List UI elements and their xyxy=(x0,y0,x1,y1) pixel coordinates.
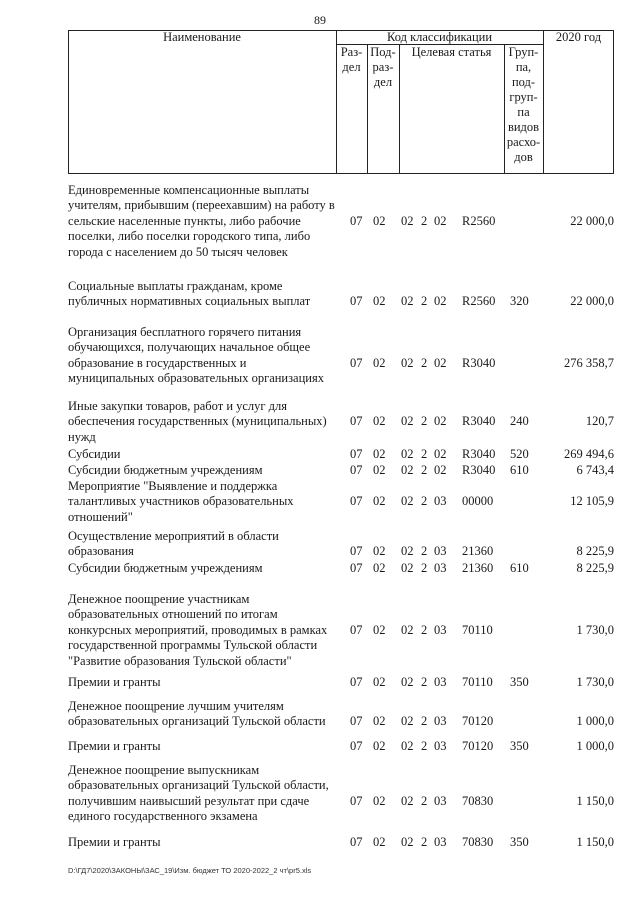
row-name-line: образования xyxy=(68,544,134,559)
row-name xyxy=(68,399,344,445)
cell-amount: 22 000,0 xyxy=(570,294,614,309)
row-name-line: сельские населенные пункты, либо рабочие xyxy=(68,213,301,228)
cell-ts4: 21360 xyxy=(462,544,494,559)
cell-group: 520 xyxy=(510,447,529,461)
cell-razdel: 07 xyxy=(350,544,363,559)
row-name xyxy=(68,699,344,730)
cell-ts2: 2 xyxy=(421,213,428,228)
cell-ts1: 02 xyxy=(401,739,414,753)
cell-podrazdel: 02 xyxy=(373,739,386,753)
cell-podrazdel: 02 xyxy=(373,494,386,509)
row-name xyxy=(68,325,344,387)
row-name-line: отношений" xyxy=(68,509,133,524)
row-name-line: города с населением до 50 тысяч человек xyxy=(68,244,288,259)
row-name-line: Денежное поощрение участникам xyxy=(68,592,250,606)
cell-ts1: 02 xyxy=(401,213,414,228)
row-name-line: Премии и гранты xyxy=(68,675,161,689)
table-header xyxy=(68,30,614,174)
cell-razdel: 07 xyxy=(350,835,363,849)
cell-amount: 1 150,0 xyxy=(576,835,614,849)
header-group-line: дов xyxy=(514,150,533,164)
cell-amount: 12 105,9 xyxy=(570,494,614,509)
cell-podrazdel: 02 xyxy=(373,675,386,689)
row-name-line: "Развитие образования Тульской области" xyxy=(68,653,292,668)
row-name-line: Денежное поощрение лучшим учителям xyxy=(68,699,284,713)
cell-ts1: 02 xyxy=(401,447,414,461)
header-podrazdel-line: Под- xyxy=(370,45,396,59)
header-group-line: под- xyxy=(511,75,536,89)
cell-ts4: 70830 xyxy=(462,793,494,808)
cell-amount: 1 730,0 xyxy=(576,675,614,689)
cell-group: 350 xyxy=(510,739,529,753)
header-group-line: па, xyxy=(515,60,532,74)
cell-ts1: 02 xyxy=(401,294,414,309)
cell-ts3: 02 xyxy=(434,414,447,429)
header-group-line: груп- xyxy=(509,90,538,104)
header-group-line: Груп- xyxy=(508,45,539,59)
row-name xyxy=(68,447,344,462)
row-name-line: талантливых участников образовательных xyxy=(68,494,294,509)
cell-razdel: 07 xyxy=(350,622,363,637)
header-podrazdel-line: дел xyxy=(373,75,393,89)
cell-podrazdel: 02 xyxy=(373,622,386,637)
row-name xyxy=(68,183,344,260)
cell-podrazdel: 02 xyxy=(373,294,386,309)
cell-ts3: 02 xyxy=(434,447,447,461)
cell-podrazdel: 02 xyxy=(373,544,386,559)
cell-ts2: 2 xyxy=(421,447,428,461)
cell-ts3: 03 xyxy=(434,793,447,808)
cell-podrazdel: 02 xyxy=(373,793,386,808)
cell-razdel: 07 xyxy=(350,714,363,729)
cell-ts2: 2 xyxy=(421,793,428,808)
cell-podrazdel: 02 xyxy=(373,561,386,575)
cell-razdel: 07 xyxy=(350,494,363,509)
cell-ts2: 2 xyxy=(421,463,428,477)
cell-podrazdel: 02 xyxy=(373,447,386,461)
cell-ts4: R3040 xyxy=(462,463,496,477)
header-podrazdel xyxy=(367,45,399,90)
header-group-line: па xyxy=(517,105,530,119)
row-name-line: публичных нормативных социальных выплат xyxy=(68,294,311,309)
row-name-line: Денежное поощрение выпускникам xyxy=(68,763,260,777)
row-name-line: конкурсных мероприятий, проводимых в рамках xyxy=(68,622,328,637)
cell-ts4: 70120 xyxy=(462,739,494,753)
row-name-line: образовательных организаций Тульской области xyxy=(68,714,326,729)
cell-ts3: 02 xyxy=(434,355,447,370)
row-name xyxy=(68,561,344,576)
cell-razdel: 07 xyxy=(350,213,363,228)
header-year: 2020 год xyxy=(555,30,602,44)
row-name-line: обучающихся, получающих начальное общее xyxy=(68,340,311,355)
cell-amount: 1 730,0 xyxy=(576,622,614,637)
cell-ts2: 2 xyxy=(421,835,428,849)
row-name-line: государственной программы Тульской области xyxy=(68,638,318,653)
header-name: Наименование xyxy=(163,30,241,44)
row-name-line: учителям, прибывшим (переехавшим) на работу в xyxy=(68,198,335,213)
row-name xyxy=(68,529,344,560)
cell-amount: 8 225,9 xyxy=(576,544,614,559)
cell-podrazdel: 02 xyxy=(373,463,386,477)
cell-podrazdel: 02 xyxy=(373,355,386,370)
row-name-line: образование в государственных и xyxy=(68,355,247,370)
cell-ts3: 03 xyxy=(434,622,447,637)
cell-ts4: R2560 xyxy=(462,213,496,228)
cell-ts3: 03 xyxy=(434,494,447,509)
row-name-line: единого государственного экзамена xyxy=(68,809,258,824)
row-name-line: Единовременные компенсационные выплаты xyxy=(68,183,310,197)
cell-podrazdel: 02 xyxy=(373,414,386,429)
cell-ts3: 02 xyxy=(434,294,447,309)
cell-amount: 1 150,0 xyxy=(576,793,614,808)
cell-group: 610 xyxy=(510,463,529,477)
cell-ts1: 02 xyxy=(401,355,414,370)
cell-podrazdel: 02 xyxy=(373,213,386,228)
cell-ts3: 03 xyxy=(434,675,447,689)
row-name-line: обеспечения государственных (муниципальных) xyxy=(68,414,327,429)
cell-ts2: 2 xyxy=(421,675,428,689)
header-group-line: расхо- xyxy=(506,135,541,149)
cell-amount: 120,7 xyxy=(585,414,614,429)
cell-ts3: 03 xyxy=(434,835,447,849)
cell-ts1: 02 xyxy=(401,622,414,637)
cell-amount: 8 225,9 xyxy=(576,561,614,575)
cell-ts2: 2 xyxy=(421,544,428,559)
cell-ts4: R3040 xyxy=(462,355,496,370)
row-name-line: Субсидии xyxy=(68,447,121,461)
header-podrazdel-line: раз- xyxy=(372,60,394,74)
cell-podrazdel: 02 xyxy=(373,714,386,729)
row-name-line: Социальные выплаты гражданам, кроме xyxy=(68,279,283,293)
cell-group: 610 xyxy=(510,561,529,575)
row-name-line: Организация бесплатного горячего питания xyxy=(68,325,302,339)
cell-group: 350 xyxy=(510,835,529,849)
header-target: Целевая статья xyxy=(411,45,492,59)
cell-ts2: 2 xyxy=(421,714,428,729)
cell-ts4: 70110 xyxy=(462,675,493,689)
row-name-line: Осуществление мероприятий в области xyxy=(68,529,279,543)
row-name xyxy=(68,739,344,754)
row-name-line: Иные закупки товаров, работ и услуг для xyxy=(68,399,288,413)
cell-group: 350 xyxy=(510,675,529,689)
header-razdel-line: Раз- xyxy=(340,45,363,59)
cell-group: 240 xyxy=(510,414,529,429)
row-name xyxy=(68,479,344,525)
cell-ts3: 03 xyxy=(434,739,447,753)
cell-amount: 1 000,0 xyxy=(576,739,614,753)
cell-ts3: 02 xyxy=(434,213,447,228)
cell-ts3: 03 xyxy=(434,544,447,559)
cell-razdel: 07 xyxy=(350,414,363,429)
page-number: 89 xyxy=(314,13,326,27)
cell-razdel: 07 xyxy=(350,447,363,461)
row-name xyxy=(68,279,344,310)
row-name-line: Премии и гранты xyxy=(68,739,161,753)
row-name xyxy=(68,592,344,669)
cell-ts2: 2 xyxy=(421,294,428,309)
cell-ts2: 2 xyxy=(421,622,428,637)
cell-ts1: 02 xyxy=(401,793,414,808)
cell-amount: 269 494,6 xyxy=(564,447,614,461)
cell-podrazdel: 02 xyxy=(373,835,386,849)
row-name xyxy=(68,463,344,478)
cell-amount: 1 000,0 xyxy=(576,714,614,729)
row-name xyxy=(68,763,344,825)
cell-group: 320 xyxy=(510,294,529,309)
row-name xyxy=(68,835,344,850)
cell-ts1: 02 xyxy=(401,463,414,477)
row-name-line: Субсидии бюджетным учреждениям xyxy=(68,561,263,575)
cell-amount: 276 358,7 xyxy=(564,355,614,370)
cell-ts2: 2 xyxy=(421,739,428,753)
cell-ts4: 70110 xyxy=(462,622,493,637)
cell-ts1: 02 xyxy=(401,494,414,509)
cell-ts2: 2 xyxy=(421,561,428,575)
row-name-line: образовательных отношений по итогам xyxy=(68,607,278,622)
header-group-line: видов xyxy=(507,120,540,134)
cell-ts3: 03 xyxy=(434,561,447,575)
cell-ts1: 02 xyxy=(401,414,414,429)
header-code: Код классификации xyxy=(386,30,493,44)
row-name-line: Премии и гранты xyxy=(68,835,161,849)
row-name-line: нужд xyxy=(68,429,96,444)
row-name-line: муниципальных образовательных организациях xyxy=(68,371,324,386)
cell-razdel: 07 xyxy=(350,739,363,753)
cell-ts4: R2560 xyxy=(462,294,496,309)
row-name-line: образовательных организаций Тульской области, xyxy=(68,778,329,793)
cell-ts1: 02 xyxy=(401,835,414,849)
cell-ts3: 03 xyxy=(434,714,447,729)
row-name-line: поселки, либо поселки городского типа, либо xyxy=(68,229,311,244)
cell-amount: 6 743,4 xyxy=(576,463,614,477)
cell-razdel: 07 xyxy=(350,793,363,808)
cell-razdel: 07 xyxy=(350,294,363,309)
cell-razdel: 07 xyxy=(350,675,363,689)
cell-ts2: 2 xyxy=(421,494,428,509)
cell-ts1: 02 xyxy=(401,561,414,575)
row-name-line: Субсидии бюджетным учреждениям xyxy=(68,463,263,477)
cell-ts3: 02 xyxy=(434,463,447,477)
cell-ts4: 00000 xyxy=(462,494,494,509)
file-path-footer: D:\ГД7\2020\ЗАКОНЫ\ЗАС_19\Изм. бюджет ТО 2020-2022_2 чт\pr5.xls xyxy=(68,866,312,875)
cell-ts4: 70120 xyxy=(462,714,494,729)
header-group xyxy=(504,45,543,165)
cell-ts1: 02 xyxy=(401,675,414,689)
cell-ts1: 02 xyxy=(401,544,414,559)
row-name xyxy=(68,675,344,690)
cell-ts4: R3040 xyxy=(462,447,496,461)
cell-ts2: 2 xyxy=(421,355,428,370)
row-name-line: Мероприятие "Выявление и поддержка xyxy=(68,479,278,493)
header-razdel-line: дел xyxy=(342,60,361,74)
cell-ts4: 70830 xyxy=(462,835,494,849)
header-razdel xyxy=(336,45,367,75)
cell-ts1: 02 xyxy=(401,714,414,729)
cell-ts4: 21360 xyxy=(462,561,494,575)
cell-razdel: 07 xyxy=(350,561,363,575)
row-name-line: получившим наивысший результат при сдаче xyxy=(68,793,310,808)
cell-razdel: 07 xyxy=(350,355,363,370)
cell-amount: 22 000,0 xyxy=(570,213,614,228)
cell-razdel: 07 xyxy=(350,463,363,477)
cell-ts2: 2 xyxy=(421,414,428,429)
cell-ts4: R3040 xyxy=(462,414,496,429)
